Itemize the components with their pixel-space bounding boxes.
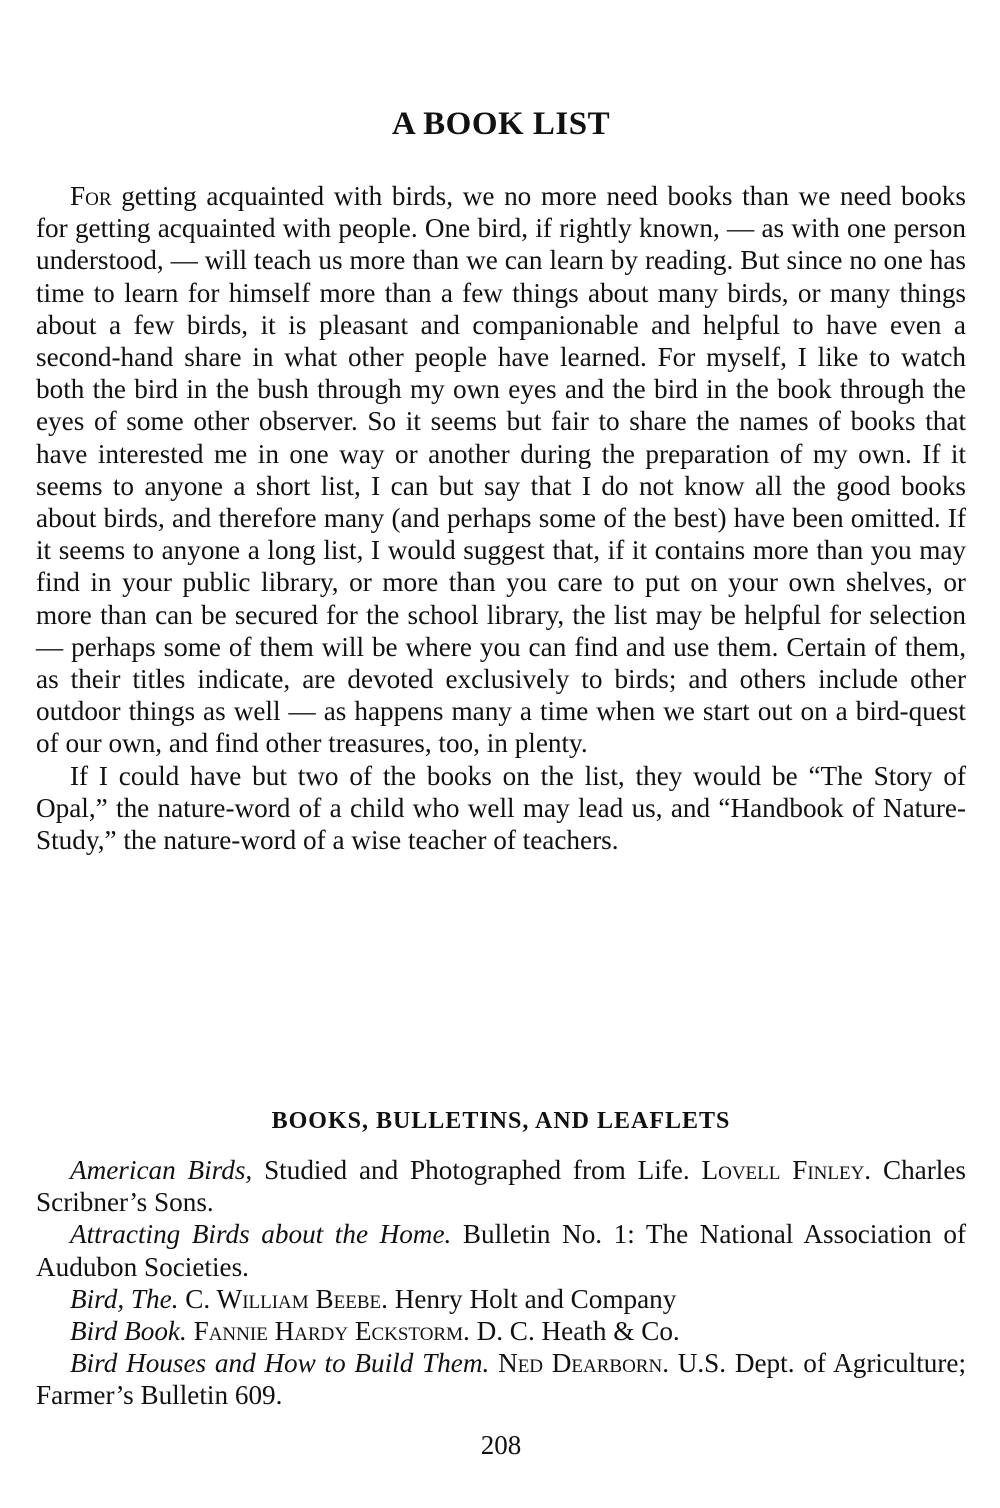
intro-paragraph-1 xyxy=(36,180,966,760)
book-publisher: Henry Holt and Company xyxy=(387,1283,677,1314)
book-entry xyxy=(36,1347,966,1411)
book-author: C. William Beebe. xyxy=(185,1283,388,1314)
section-heading: BOOKS, BULLETINS, AND LEAFLETS xyxy=(271,1108,731,1134)
intro-paragraph-2: If I could have but two of the books on the list, they would be “The Story of Opal,” the nature-word of a child who well may lead us, and “Handbook of Nature-Study,” the nature-word of a wise teacher of teachers. xyxy=(36,760,966,856)
book-entry xyxy=(36,1283,966,1315)
book-publisher: Charles Scribner’s Sons. xyxy=(36,1155,966,1218)
book-list xyxy=(36,1154,966,1412)
book-details xyxy=(187,1316,194,1346)
book-publisher: U.S. Dept. of Agriculture; Farmer’s Bulletin 609. xyxy=(36,1348,967,1411)
page xyxy=(36,0,966,1508)
book-entry xyxy=(36,1218,966,1282)
page-title: A BOOK LIST xyxy=(391,106,611,142)
book-author: Lovell Finley. xyxy=(701,1155,872,1185)
book-author: Ned Dearborn. xyxy=(498,1348,669,1379)
page-number: 208 xyxy=(480,1430,522,1460)
intro-lead-word: For xyxy=(70,181,112,211)
book-details xyxy=(489,1348,498,1378)
book-title: Attracting Birds about the Home. xyxy=(70,1219,452,1250)
book-title: Bird, The. xyxy=(70,1283,179,1314)
book-author: Fannie Hardy Eckstorm. xyxy=(193,1316,470,1347)
intro-text xyxy=(36,180,966,856)
book-entry xyxy=(36,1154,966,1218)
book-details: Studied and Photographed from Life. xyxy=(252,1155,702,1185)
book-title: Bird Houses and How to Build Them. xyxy=(70,1348,490,1379)
book-publisher: D. C. Heath & Co. xyxy=(469,1316,680,1347)
intro-paragraph-1-text: getting acquainted with birds, we no more need books than we need books for getting acquainted with people. One bird, if rightly known, — as with one person understood, — will teach us more than we can learn by reading. But since no one has time to learn for himself more than a few things about many birds, or many things about a few birds, it is pleasant and companionable and helpful to have even a second-hand share in what other people have learned. For myself, I like to watch both the bird in the bush through my own eyes and the bird in the book through the eyes of some other observer. So it seems but fair to share the names of books that have interested me in one way or another during the preparation of my own. If it seems to anyone a short list, I can but say that I do not know all the good books about birds, and therefore many (and perhaps some of the best) have been omitted. If it seems to anyone a long list, I would suggest that, if it contains more than you may find in your public library, or more than you care to put on your own shelves, or more than can be secured for the school library, the list may be helpful for selection — perhaps some of them will be where you can find and use them. Certain of them, as their titles indicate, are devoted exclusively to birds; and others include other outdoor things as well — as happens many a time when we start out on a bird-quest of our own, and find other treasures, too, in plenty. xyxy=(36,181,966,759)
book-details: Bulletin No. 1: The National Association of Audubon Societies. xyxy=(36,1219,966,1282)
book-title: American Birds, xyxy=(70,1155,253,1185)
book-title: Bird Book. xyxy=(70,1316,187,1347)
book-entry xyxy=(36,1315,966,1347)
